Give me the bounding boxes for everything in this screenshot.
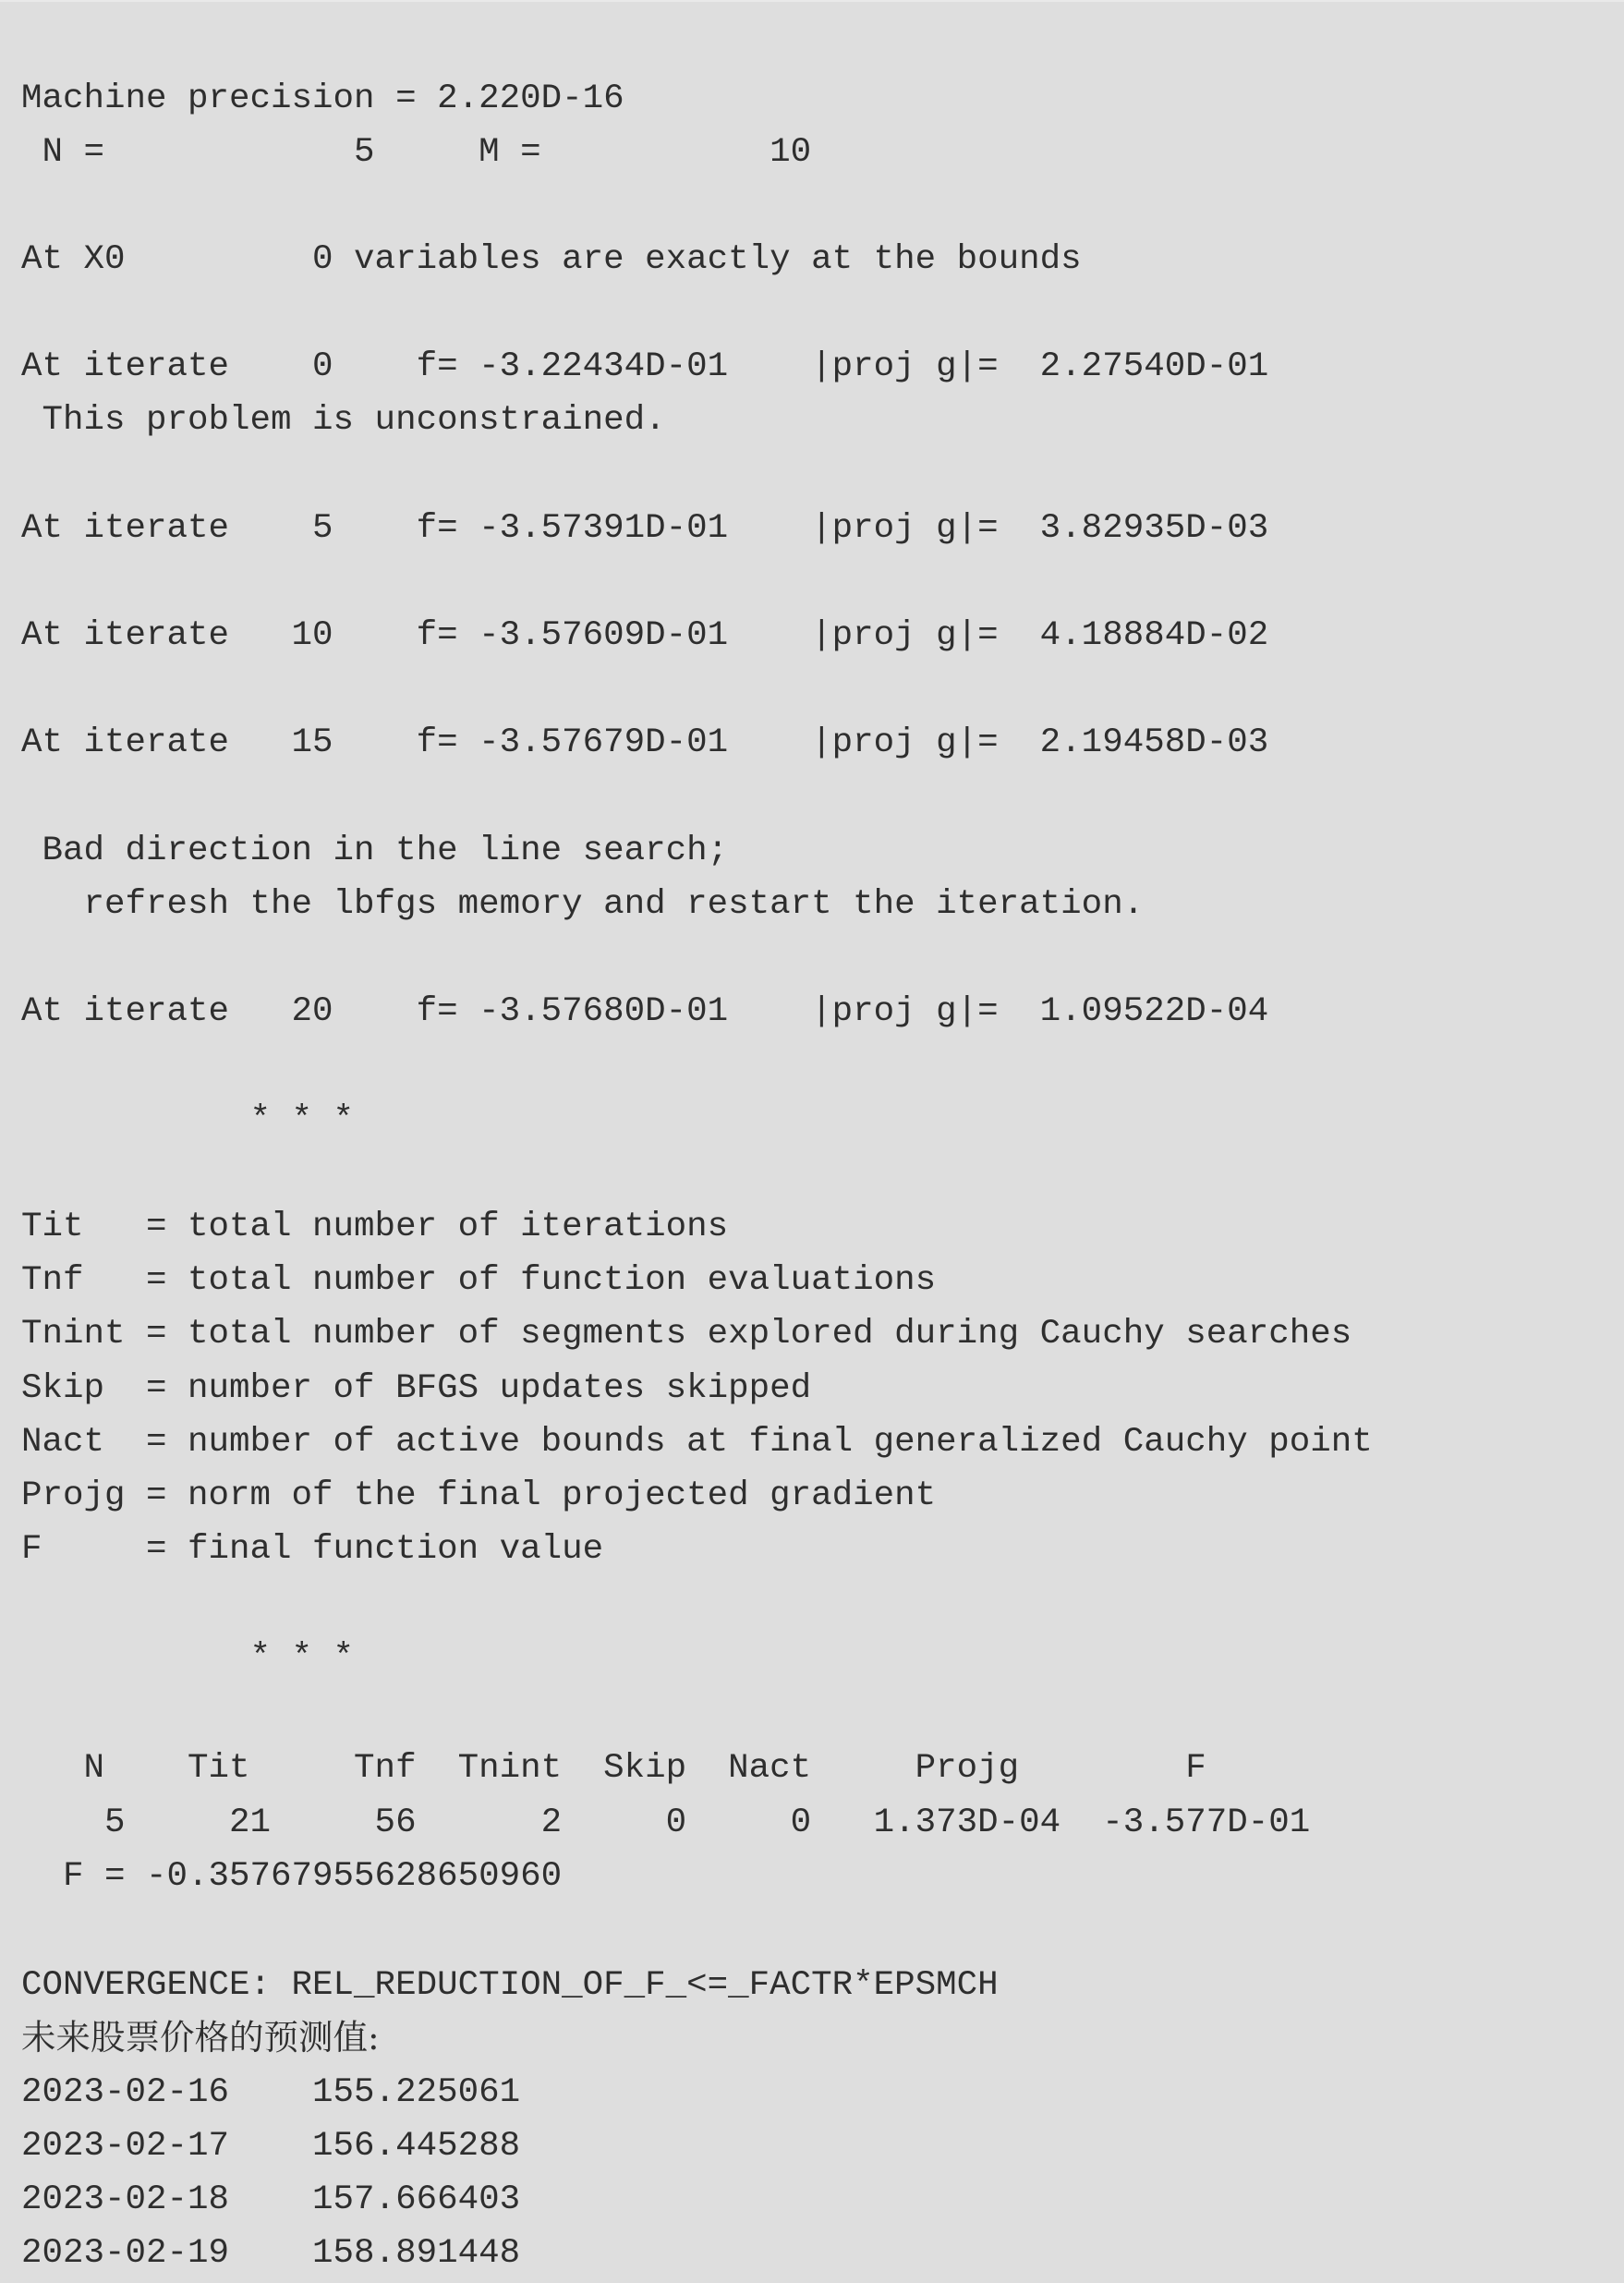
legend-tit-line: Tit = total number of iterations	[21, 1208, 729, 1246]
legend-tnf-line: Tnf = total number of function evaluations	[21, 1261, 937, 1300]
separator-line: * * *	[21, 1100, 355, 1139]
bounds-line: At X0 0 variables are exactly at the bounds	[21, 240, 1082, 279]
forecast-row: 2023-02-17 156.445288	[21, 2127, 521, 2166]
iterate-0-line: At iterate 0 f= -3.22434D-01 |proj g|= 2.27540D-01	[21, 347, 1269, 386]
iterate-5-line: At iterate 5 f= -3.57391D-01 |proj g|= 3.82935D-03	[21, 509, 1269, 548]
forecast-row: 2023-02-19 158.891448	[21, 2234, 521, 2273]
summary-header-line: N Tit Tnf Tnint Skip Nact Projg F	[21, 1749, 1206, 1788]
forecast-heading: 未来股票价格的预测值:	[21, 2017, 380, 2058]
iterate-20-line: At iterate 20 f= -3.57680D-01 |proj g|= 1.09522D-04	[21, 992, 1269, 1031]
final-f-line: F = -0.35767955628650960	[21, 1857, 563, 1896]
forecast-row: 2023-02-18 157.666403	[21, 2180, 521, 2219]
summary-values-line: 5 21 56 2 0 0 1.373D-04 -3.577D-01	[21, 1803, 1311, 1842]
legend-skip-line: Skip = number of BFGS updates skipped	[21, 1369, 812, 1408]
legend-tnint-line: Tnint = total number of segments explored during Cauchy searches	[21, 1315, 1352, 1354]
legend-f-line: F = final function value	[21, 1530, 604, 1569]
legend-nact-line: Nact = number of active bounds at final generalized Cauchy point	[21, 1423, 1373, 1462]
iterate-15-line: At iterate 15 f= -3.57679D-01 |proj g|= 2.19458D-03	[21, 723, 1269, 762]
iterate-10-line: At iterate 10 f= -3.57609D-01 |proj g|= 4.18884D-02	[21, 616, 1269, 655]
unconstrained-line: This problem is unconstrained.	[21, 401, 666, 440]
convergence-line: CONVERGENCE: REL_REDUCTION_OF_F_<=_FACTR*EPSMCH	[21, 1966, 999, 2005]
forecast-row: 2023-02-16 155.225061	[21, 2073, 521, 2112]
bad-direction-line: Bad direction in the line search;	[21, 832, 729, 870]
legend-projg-line: Projg = norm of the final projected gradient	[21, 1476, 937, 1515]
refresh-memory-line: refresh the lbfgs memory and restart the iteration.	[21, 885, 1145, 924]
separator-line: * * *	[21, 1638, 355, 1677]
machine-precision-line: Machine precision = 2.220D-16	[21, 79, 624, 118]
n-m-line: N = 5 M = 10	[21, 133, 812, 172]
